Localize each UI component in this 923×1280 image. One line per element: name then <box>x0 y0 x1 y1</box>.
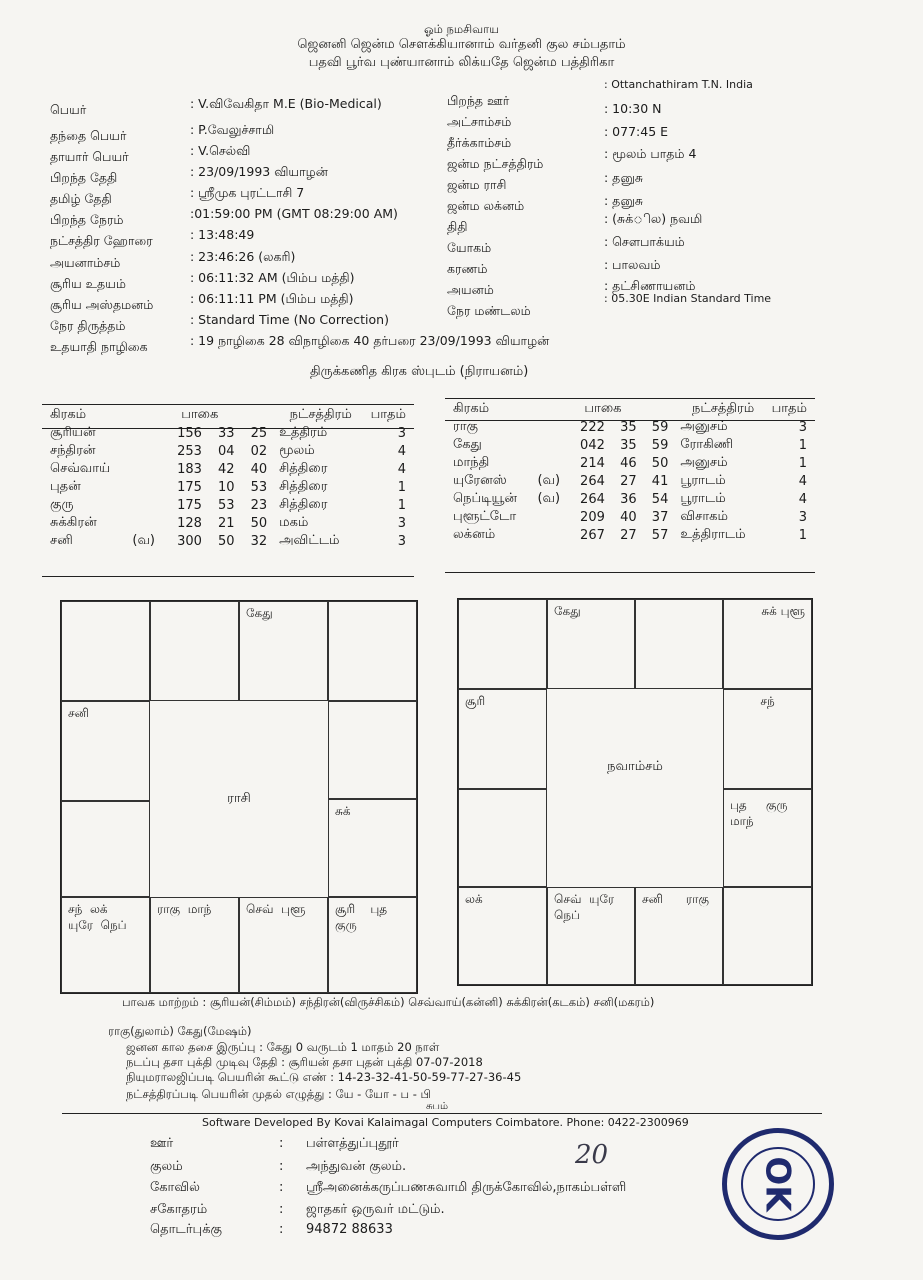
detail-label: அயனம் <box>447 282 494 297</box>
planet-row <box>447 418 813 436</box>
rasi-cell-10: சந் லக் யுரே நெப் <box>61 897 150 993</box>
detail-label: அயனாம்சம் <box>50 255 121 270</box>
header-line3: பதவி பூர்வ புண்யானாம் லிக்யதே ஜென்ம பத்திரிகா <box>308 55 615 70</box>
planet-pada: 1 <box>397 497 406 513</box>
info-colon: : <box>279 1222 284 1237</box>
planet-row <box>44 478 412 496</box>
planet-table-right <box>447 400 813 544</box>
planet-retro <box>126 460 166 478</box>
rasi-cell-3: கேது <box>239 601 328 701</box>
rasi-cell-6: சுக் <box>328 799 417 897</box>
planet-retro: (வ) <box>537 473 561 488</box>
planet-section-title: திருக்கணித கிரக ஸ்புடம் (நிராயனம்) <box>310 364 529 379</box>
current-dasa: நடப்பு தசா புக்தி முடிவு தேதி : சூரியன் தசா புதன் புக்தி 07-07-2018 <box>126 1055 483 1069</box>
table-header: பாதம் <box>771 401 807 416</box>
detail-value: : 19 நாழிகை 28 விநாழிகை 40 தர்பரை 23/09/1993 வியாழன் <box>190 333 550 348</box>
planet-pada: 4 <box>798 473 807 489</box>
planet-pada: 4 <box>397 443 406 459</box>
navamsa-cell-5: சந் <box>723 689 812 789</box>
info-label: சகோதரம் <box>150 1202 208 1217</box>
info-label: கோவில் <box>150 1180 200 1195</box>
planet-pada: 1 <box>798 455 807 471</box>
planet-minute: 36 <box>620 491 637 507</box>
navamsa-cell-6: புத குரு மாந் <box>723 789 812 887</box>
table-header: கிரகம் <box>453 401 490 416</box>
planet-retro: (வ) <box>537 491 561 506</box>
navamsa-cell-3 <box>635 599 723 689</box>
planet-second: 02 <box>250 443 268 459</box>
planet-second: 50 <box>250 515 268 531</box>
rasi-cell-1 <box>61 601 150 701</box>
planet-minute: 46 <box>620 455 637 471</box>
planet-star: பூராடம் <box>680 491 726 506</box>
detail-label: பிறந்த தேதி <box>50 170 118 185</box>
planet-degree: 175 <box>177 497 202 513</box>
planet-pada: 4 <box>397 461 406 477</box>
planet-retro <box>126 442 166 460</box>
planet-row <box>44 460 412 478</box>
planet-pada: 1 <box>798 527 807 543</box>
rasi-cell-11 <box>61 801 150 897</box>
planet-star: விசாகம் <box>680 509 728 524</box>
planet-minute: 50 <box>217 533 235 549</box>
planet-degree: 300 <box>177 533 202 549</box>
planet-retro <box>126 496 166 514</box>
planet-name: லக்னம் <box>453 527 496 542</box>
table-header: நட்சத்திரம் <box>289 407 352 422</box>
detail-label: தமிழ் தேதி <box>50 191 112 206</box>
planet-minute: 33 <box>217 425 235 441</box>
info-label: தொடர்புக்கு <box>150 1222 222 1237</box>
table-header: பாகை <box>181 407 219 422</box>
detail-label: தீர்க்காம்சம் <box>447 135 512 150</box>
planet-name: நெப்டியூன் <box>453 491 517 506</box>
planet-degree: 264 <box>580 491 605 507</box>
detail-value: : 06:11:11 PM (பிம்ப மத்தி) <box>190 291 354 306</box>
planet-star: அனுசம் <box>680 455 728 470</box>
rasi-cell-12: சனி <box>61 701 150 801</box>
bhava-change-2: ராகு(துலாம்) கேது(மேஷம்) <box>108 1024 252 1038</box>
planet-degree: 267 <box>580 527 605 543</box>
table-header: நட்சத்திரம் <box>692 401 755 416</box>
planet-name: மாந்தி <box>453 455 490 470</box>
detail-value: : 077:45 E <box>604 124 669 139</box>
planet-retro: (வ) <box>132 533 155 548</box>
planet-retro <box>531 418 569 436</box>
planet-name: சுக்கிரன் <box>50 515 97 530</box>
header-line2: ஜெனனி ஜென்ம சௌக்கியானாம் வர்தனி குல சம்பதாம் <box>297 37 626 52</box>
planet-name: சந்திரன் <box>50 443 96 458</box>
planet-name: புளூட்டோ <box>453 509 517 524</box>
planet-star: அவிட்டம் <box>279 533 340 548</box>
planet-pada: 3 <box>397 425 406 441</box>
planet-star: சித்திரை <box>279 479 328 494</box>
planet-minute: 21 <box>217 515 235 531</box>
detail-label: ஜன்ம நட்சத்திரம் <box>447 156 544 171</box>
navamsa-cell-8: சனி ராகு <box>635 887 723 985</box>
detail-label: ஜன்ம ராசி <box>447 177 507 192</box>
planet-retro <box>126 424 166 442</box>
planet-degree: 156 <box>177 425 202 441</box>
detail-label: நேர மண்டலம் <box>447 303 531 318</box>
planet-pada: 3 <box>798 509 807 525</box>
planet-row <box>447 490 813 508</box>
rasi-cell-4 <box>328 601 417 701</box>
numerology: நியுமராலஜிப்படி பெயரின் கூட்டு எண் : 14-23-32-41-50-59-77-27-36-45 <box>126 1070 522 1084</box>
planet-retro <box>531 526 569 544</box>
planet-name: செவ்வாய் <box>50 461 111 476</box>
navamsa-cell-12: சூரி <box>458 689 547 789</box>
planet-star: சித்திரை <box>279 461 328 476</box>
planet-row <box>44 424 412 442</box>
detail-value: : V.செல்வி <box>190 143 251 158</box>
table-header: பாதம் <box>370 407 406 422</box>
rasi-cell-8: செவ் புளூ <box>239 897 328 993</box>
detail-value: : தட்சிணாயனம் <box>604 278 696 293</box>
planet-minute: 10 <box>217 479 235 495</box>
planet-second: 59 <box>651 419 669 435</box>
planet-name: புதன் <box>50 479 81 494</box>
detail-label: பெயர் <box>50 102 87 117</box>
planet-second: 53 <box>250 479 268 495</box>
navamsa-cell-1 <box>458 599 547 689</box>
navamsa-cell-9: செவ் யுரே நெப் <box>547 887 635 985</box>
planet-second: 50 <box>651 455 669 471</box>
planet-second: 25 <box>250 425 268 441</box>
detail-value: : (சுக்ில) நவமி <box>604 211 703 226</box>
planet-pada: 1 <box>798 437 807 453</box>
detail-value: : Ottanchathiram T.N. India <box>604 78 753 91</box>
detail-value: : 10:30 N <box>604 101 662 116</box>
planet-minute: 40 <box>620 509 637 525</box>
planet-pada: 1 <box>397 479 406 495</box>
info-value: ஸ்ரீஅனைக்கருப்பணசுவாமி திருக்கோவில்,நாகம்பள்ளி <box>306 1180 627 1195</box>
info-label: ஊர் <box>150 1136 174 1151</box>
rasi-cell-5 <box>328 701 417 799</box>
rasi-cell-7: சூரி புத குரு <box>328 897 417 993</box>
detail-label: யோகம் <box>447 240 492 255</box>
detail-value: : Standard Time (No Correction) <box>190 312 389 327</box>
planet-star: மூலம் <box>279 443 315 458</box>
planet-table-left <box>44 406 412 550</box>
planet-row <box>447 436 813 454</box>
dasa-balance: ஜனன கால தசை இருப்பு : கேது 0 வருடம் 1 மாதம் 20 நாள் <box>126 1040 440 1054</box>
name-letters: நட்சத்திரப்படி பெயரின் முதல் எழுத்து : யே - யோ - ப - பி <box>126 1087 431 1101</box>
detail-label: ஜன்ம லக்னம் <box>447 198 525 213</box>
detail-value: : 23:46:26 (லகரி) <box>190 249 296 264</box>
planet-star: சித்திரை <box>279 497 328 512</box>
planet-star: உத்திராடம் <box>680 527 746 542</box>
detail-label: சூரிய உதயம் <box>50 276 126 291</box>
detail-label: அட்சாம்சம் <box>447 114 512 129</box>
planet-row <box>447 454 813 472</box>
info-value: ஜாதகர் ஒருவர் மட்டும். <box>306 1202 445 1217</box>
detail-label: நேர திருத்தம் <box>50 318 126 333</box>
planet-retro <box>531 436 569 454</box>
planet-second: 32 <box>250 533 268 549</box>
planet-star: பூராடம் <box>680 473 726 488</box>
navamsa-cell-7 <box>723 887 812 985</box>
planet-second: 59 <box>651 437 669 453</box>
planet-degree: 175 <box>177 479 202 495</box>
detail-label: தாயார் பெயர் <box>50 149 129 164</box>
navamsa-cell-11 <box>458 789 547 887</box>
detail-label: நட்சத்திர ஹோரை <box>50 233 153 248</box>
planet-second: 37 <box>651 509 669 525</box>
planet-name: கேது <box>453 437 482 452</box>
info-colon: : <box>279 1180 284 1195</box>
navamsa-cell-10: லக் <box>458 887 547 985</box>
detail-value: : மூலம் பாதம் 4 <box>604 146 697 161</box>
detail-value: : V.விவேகிதா M.E (Bio-Medical) <box>190 96 382 111</box>
detail-label: சூரிய அஸ்தமனம் <box>50 297 154 312</box>
planet-name: சூரியன் <box>50 425 96 440</box>
table-header: பாகை <box>584 401 622 416</box>
rasi-title: ராசி <box>150 701 328 897</box>
planet-name: ராகு <box>453 419 478 434</box>
planet-row <box>44 514 412 532</box>
planet-degree: 183 <box>177 461 202 477</box>
rasi-chart <box>60 600 418 994</box>
detail-value: : 13:48:49 <box>190 227 255 242</box>
rasi-cell-9: ராகு மாந் <box>150 897 239 993</box>
planet-row <box>447 526 813 544</box>
planet-retro <box>126 514 166 532</box>
planet-second: 41 <box>651 473 669 489</box>
planet-name: குரு <box>50 497 74 512</box>
rasi-cell-2 <box>150 601 239 701</box>
bhava-change: பாவக மாற்றம் : சூரியன்(சிம்மம்) சந்திரன்(விருச்சிகம்) செவ்வாய்(கன்னி) சுக்கிரன்(கடகம்) சனி(மகரம்) <box>122 995 655 1009</box>
planet-minute: 27 <box>620 527 637 543</box>
planet-degree: 214 <box>580 455 605 471</box>
planet-pada: 4 <box>798 491 807 507</box>
planet-retro <box>126 478 166 496</box>
planet-star: உத்திரம் <box>279 425 328 440</box>
planet-degree: 264 <box>580 473 605 489</box>
subham: சுபம் <box>426 1101 449 1112</box>
table-header: கிரகம் <box>50 407 87 422</box>
planet-name: யுரேனஸ் <box>453 473 507 488</box>
info-colon: : <box>279 1136 284 1151</box>
planet-row <box>447 508 813 526</box>
planet-degree: 042 <box>580 437 605 453</box>
planet-degree: 222 <box>580 419 605 435</box>
planet-degree: 209 <box>580 509 605 525</box>
detail-value: : தனுசு <box>604 170 643 185</box>
detail-value: :01:59:00 PM (GMT 08:29:00 AM) <box>190 206 398 221</box>
planet-minute: 27 <box>620 473 637 489</box>
software-credit: Software Developed By Kovai Kalaimagal Computers Coimbatore. Phone: 0422-2300969 <box>202 1116 689 1129</box>
stamp-text: OK <box>758 1156 798 1212</box>
planet-row <box>44 496 412 514</box>
planet-second: 54 <box>651 491 669 507</box>
planet-row <box>44 442 412 460</box>
planet-minute: 04 <box>217 443 235 459</box>
planet-minute: 53 <box>217 497 235 513</box>
ok-stamp <box>722 1128 834 1240</box>
detail-label: தந்தை பெயர் <box>50 128 127 143</box>
planet-second: 40 <box>250 461 268 477</box>
planet-degree: 128 <box>177 515 202 531</box>
detail-value: : 06:11:32 AM (பிம்ப மத்தி) <box>190 270 355 285</box>
navamsa-chart <box>457 598 813 986</box>
planet-row <box>44 532 412 550</box>
detail-value: : 05.30E Indian Standard Time <box>604 292 772 305</box>
info-label: குலம் <box>150 1159 183 1174</box>
detail-value: : P.வேலுச்சாமி <box>190 122 275 137</box>
planet-second: 57 <box>651 527 669 543</box>
navamsa-cell-2: கேது <box>547 599 635 689</box>
planet-pada: 3 <box>397 533 406 549</box>
planet-retro <box>531 508 569 526</box>
planet-retro <box>531 454 569 472</box>
info-value: 94872 88633 <box>306 1222 393 1237</box>
detail-value: : 23/09/1993 வியாழன் <box>190 164 328 179</box>
planet-minute: 35 <box>620 437 637 453</box>
planet-row <box>447 472 813 490</box>
detail-label: கரணம் <box>447 261 488 276</box>
detail-value: : ஸ்ரீமுக புரட்டாசி 7 <box>190 185 305 200</box>
planet-minute: 42 <box>217 461 235 477</box>
info-value: பள்ளத்துப்புதூர் <box>306 1136 399 1151</box>
planet-pada: 3 <box>798 419 807 435</box>
navamsa-title: நவாம்சம் <box>547 689 723 887</box>
detail-value: : சௌபாக்யம் <box>604 234 685 249</box>
planet-pada: 3 <box>397 515 406 531</box>
handwritten-number: 20 <box>575 1140 609 1170</box>
detail-label: உதயாதி நாழிகை <box>50 339 148 354</box>
detail-label: பிறந்த ஊர் <box>447 93 510 108</box>
detail-value: : தனுசு <box>604 193 643 208</box>
info-value: அந்துவன் குலம். <box>306 1159 407 1174</box>
planet-star: ரோகிணி <box>680 437 734 452</box>
planet-second: 23 <box>250 497 268 513</box>
info-colon: : <box>279 1159 284 1174</box>
planet-star: அனுசம் <box>680 419 728 434</box>
planet-minute: 35 <box>620 419 637 435</box>
navamsa-cell-4: சுக் புளூ <box>723 599 812 689</box>
header-line1: ஓம் நமசிவாய <box>423 22 500 36</box>
info-colon: : <box>279 1202 284 1217</box>
planet-degree: 253 <box>177 443 202 459</box>
planet-star: மகம் <box>279 515 309 530</box>
detail-value: : பாலவம் <box>604 257 661 272</box>
detail-label: பிறந்த நேரம் <box>50 212 124 227</box>
detail-label: திதி <box>447 219 468 234</box>
planet-name: சனி <box>50 533 73 548</box>
